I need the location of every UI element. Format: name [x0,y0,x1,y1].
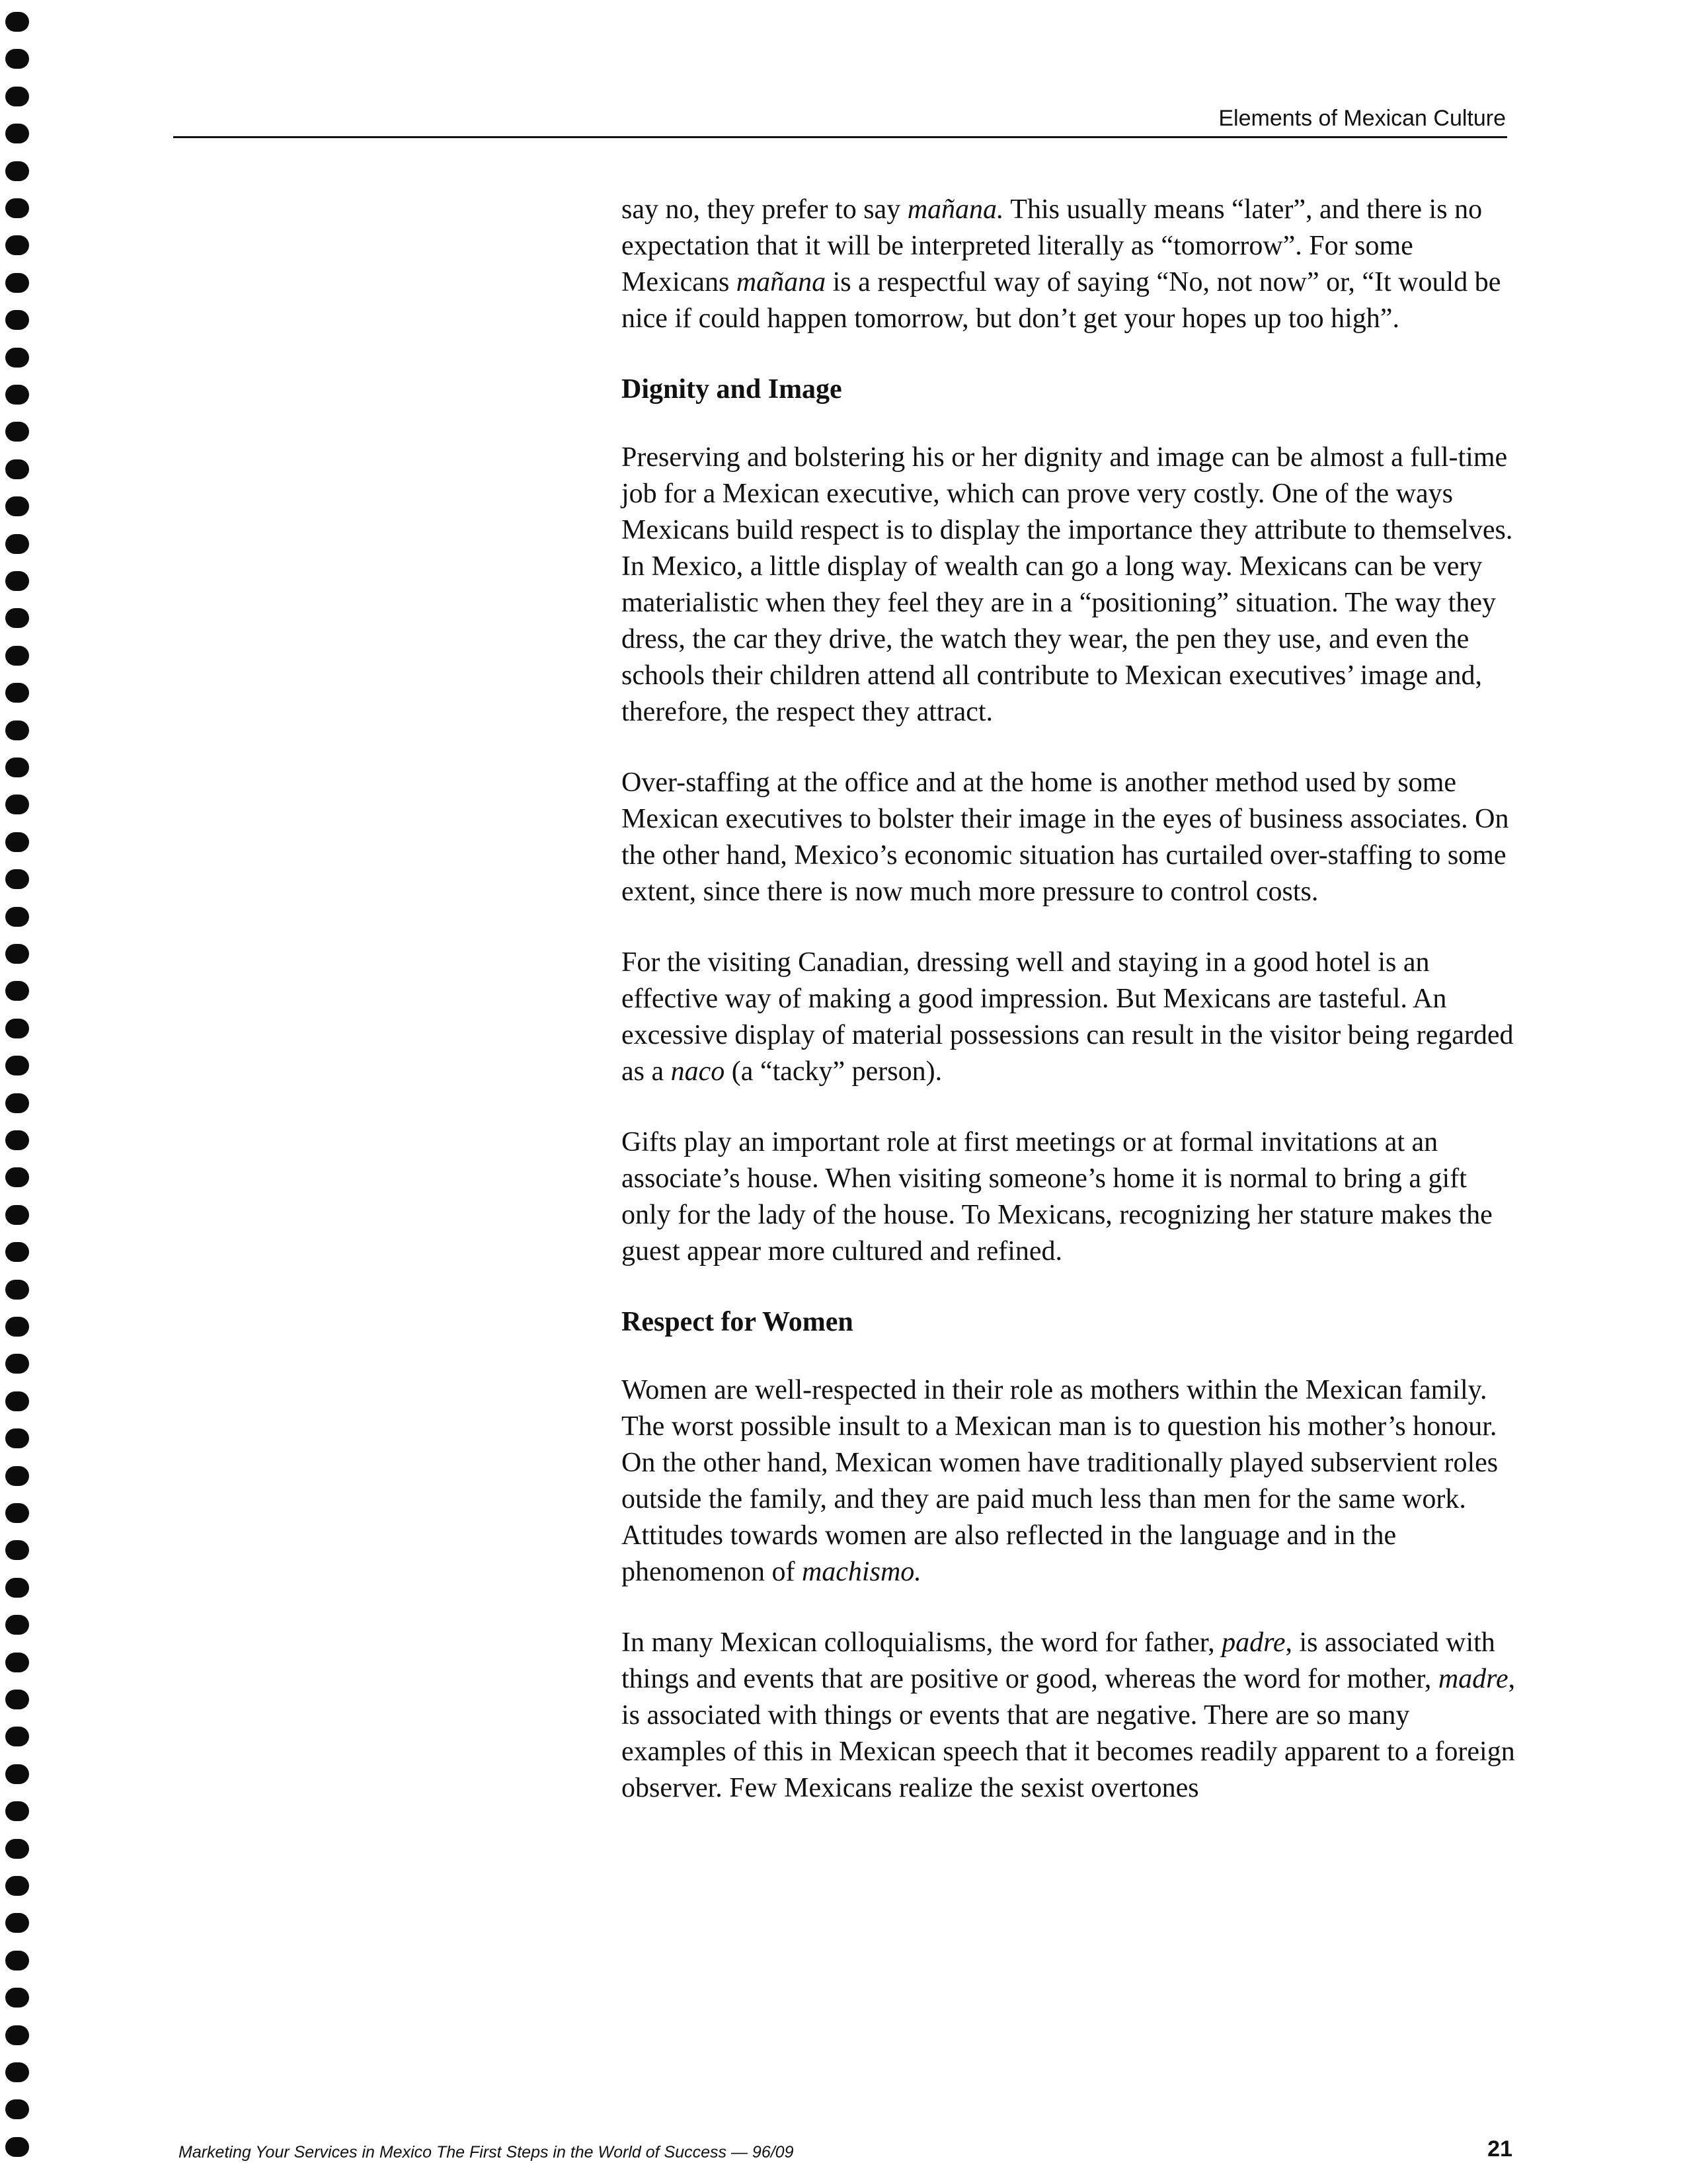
binding-hole [5,1913,29,1933]
binding-hole [5,646,29,666]
text-segment: Dignity and Image [621,374,842,405]
italic-term: madre [1438,1664,1508,1694]
binding-hole [5,1653,29,1672]
binding-hole [5,161,29,181]
text-segment: In many Mexican colloquialisms, the word for father, [621,1627,1222,1658]
binding-hole [5,422,29,442]
text-segment: Preserving and bolstering his or her dignity and image can be almost a full-time job for a Mexican executive, which can prove very costly. One of the ways Mexicans build respect is to display the importance they attribute to themselves. In Mexico, a little display of wealth can go a long way. Mexicans can be very materialistic when they feel they are in a “positioning” situation. The way they dress, the car they drive, the watch they wear, the pen they use, and even the schools their children attend all contribute to Mexican executives’ image and, therefore, the respect they attract. [621,442,1513,727]
binding-hole [5,1354,29,1374]
binding-hole [5,1690,29,1709]
binding-hole [5,795,29,814]
binding-hole [5,1205,29,1225]
binding-hole [5,1167,29,1187]
binding-hole [5,1056,29,1075]
binding-hole [5,1839,29,1859]
binding-hole [5,1391,29,1411]
body-paragraph [621,945,1520,1090]
italic-term: mañana. [907,194,1004,225]
body-paragraph [621,1625,1520,1807]
binding-hole [5,124,29,143]
binding-hole [5,869,29,889]
text-segment: For the visiting Canadian, dressing well and staying in a good hotel is an effective way of making a good impression. But Mexicans are tasteful. An excessive display of material possessions can result in the visitor being regarded as a [621,947,1514,1087]
spiral-binding [0,0,40,2184]
text-segment: , is associated with things and events that are positive or good, whereas the word for mother, [621,1627,1495,1694]
text-segment: Women are well-respected in their role as mothers within the Mexican family. The worst possible insult to a Mexican man is to question his mother’s honour. On the other hand, Mexican women have traditionally played subservient roles outside the family, and they are paid much less than men for the same work. Attitudes towards women are also reflected in the language and in the phenomenon of [621,1375,1499,1587]
page-body [621,192,1520,1841]
binding-hole [5,87,29,106]
binding-hole [5,1801,29,1821]
binding-hole [5,1951,29,1970]
binding-hole [5,1242,29,1262]
binding-hole [5,459,29,479]
running-header: Elements of Mexican Culture [1218,106,1506,131]
binding-hole [5,721,29,740]
text-segment: (a “tacky” person). [724,1056,943,1087]
text-segment: , is associated with things or events that are negative. There are so many examples of this in Mexican speech that it becomes readily apparent to a foreign observer. Few Mexicans realize the sexist overtones [621,1664,1516,1803]
binding-hole [5,496,29,516]
binding-hole [5,944,29,964]
binding-hole [5,1466,29,1486]
binding-hole [5,683,29,703]
binding-hole [5,2137,29,2157]
binding-hole [5,1130,29,1150]
binding-hole [5,1019,29,1038]
binding-hole [5,1093,29,1113]
binding-hole [5,534,29,554]
binding-hole [5,1615,29,1635]
italic-term: mañana [736,267,826,297]
binding-hole [5,832,29,852]
binding-hole [5,1317,29,1337]
binding-hole [5,1876,29,1896]
footer-title: Marketing Your Services in Mexico The First Steps in the World of Success — 96/09 [178,2143,794,2162]
italic-term: machismo. [801,1557,921,1587]
binding-hole [5,2099,29,2119]
italic-term: padre [1222,1627,1286,1658]
binding-hole [5,273,29,293]
body-paragraph [621,440,1520,730]
page-number: 21 [1487,2136,1512,2162]
binding-hole [5,348,29,368]
body-paragraph [621,765,1520,910]
section-heading [621,1304,1520,1341]
binding-hole [5,907,29,927]
binding-hole [5,1503,29,1523]
binding-hole [5,1764,29,1784]
text-segment: say no, they prefer to say [621,194,908,225]
binding-hole [5,1280,29,1300]
binding-hole [5,49,29,69]
binding-hole [5,310,29,330]
section-heading [621,371,1520,408]
text-segment: Over-staffing at the office and at the home is another method used by some Mexican executives to bolster their image in the eyes of business associates. On the other hand, Mexico’s economic situation has curtailed over-staffing to some extent, since there is now much more pressure to control costs. [621,767,1509,907]
text-segment: Gifts play an important role at first meetings or at formal invitations at an associate’s house. When visiting someone’s home it is normal to bring a gift only for the lady of the house. To Mexicans, recognizing her stature makes the guest appear more cultured and refined. [621,1127,1493,1267]
binding-hole [5,571,29,591]
text-segment: is a respectful way of saying “No, not now” or, “It would be nice if could happen tomorrow, but don’t get your hopes up too high”. [621,267,1501,334]
body-paragraph [621,192,1520,337]
binding-hole [5,235,29,255]
binding-hole [5,1727,29,1746]
text-segment: This usually means “later”, and there is no expectation that it will be interpreted literally as “tomorrow”. For some Mexicans [621,194,1483,297]
binding-hole [5,2062,29,2082]
binding-hole [5,981,29,1001]
binding-hole [5,1428,29,1448]
body-paragraph [621,1124,1520,1270]
binding-hole [5,2025,29,2045]
binding-hole [5,1540,29,1560]
binding-hole [5,758,29,777]
binding-hole [5,1988,29,2008]
body-paragraph [621,1372,1520,1590]
italic-term: naco [670,1056,725,1087]
header-rule [173,136,1507,138]
binding-hole [5,608,29,628]
binding-hole [5,1578,29,1598]
binding-hole [5,385,29,405]
binding-hole [5,198,29,218]
binding-hole [5,12,29,32]
text-segment: Respect for Women [621,1307,853,1337]
